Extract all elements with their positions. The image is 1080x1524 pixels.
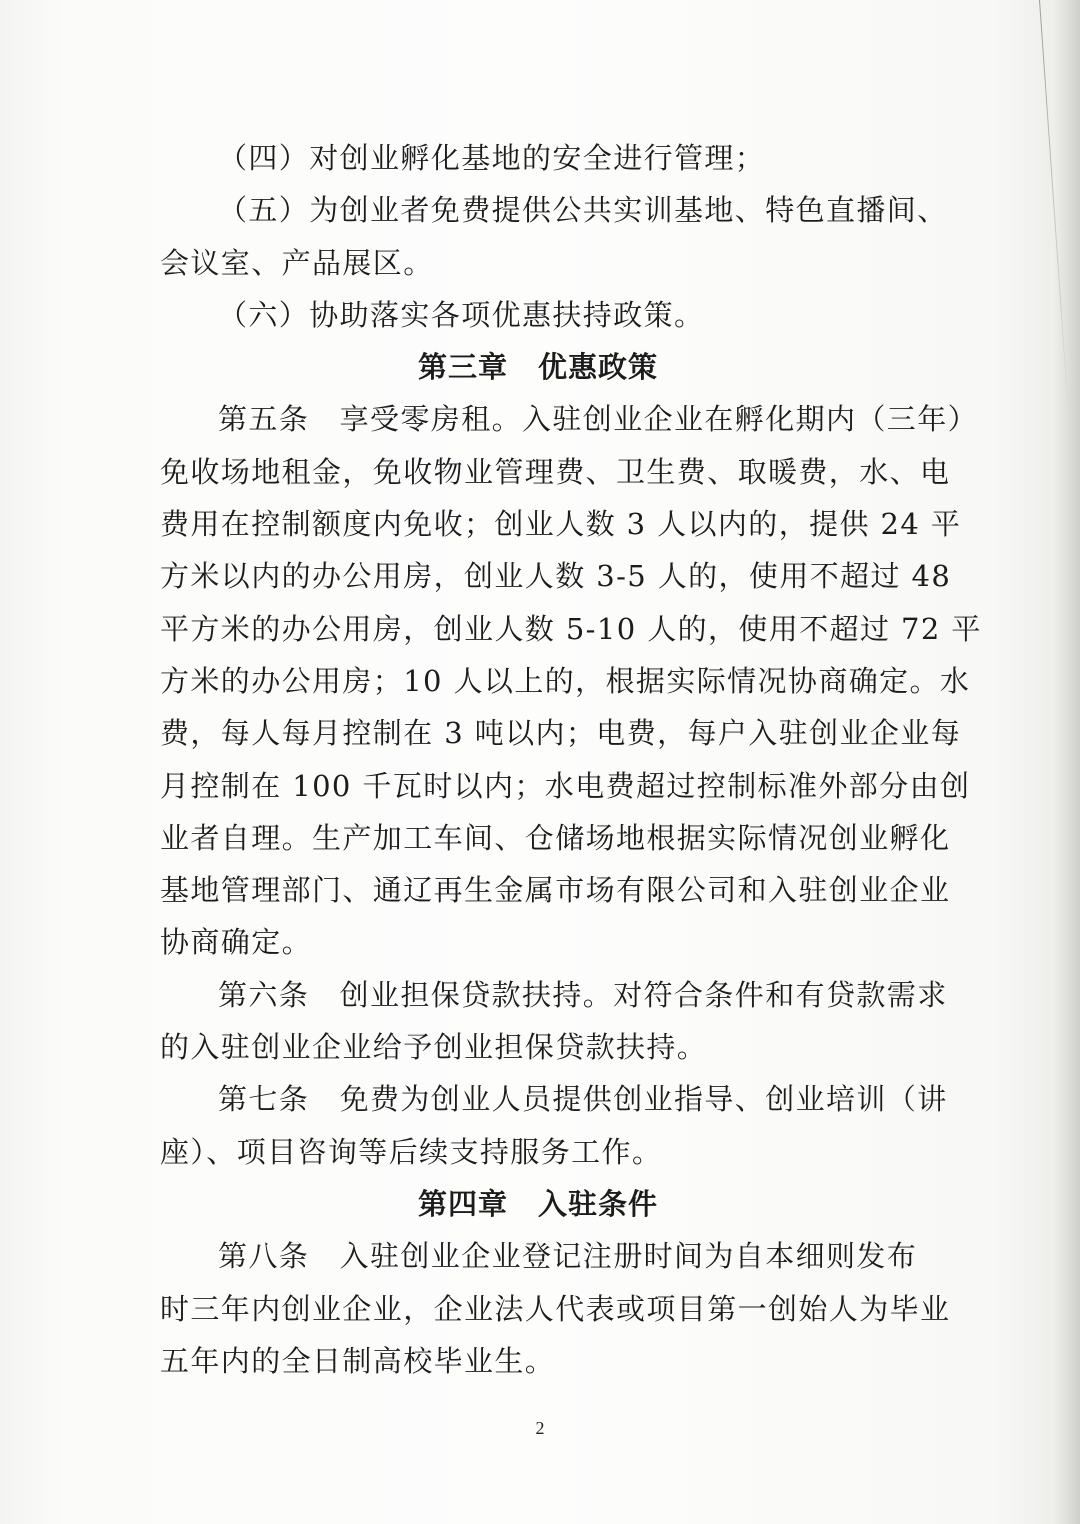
text-line: 业者自理。生产加工车间、仓储场地根据实际情况创业孵化	[160, 820, 951, 855]
text-line: 费，每人每月控制在 3 吨以内；电费，每户入驻创业企业每	[160, 716, 962, 751]
text-line: （五）为创业者免费提供公共实训基地、特色直播间、	[218, 193, 948, 228]
text-line: 基地管理部门、通辽再生金属市场有限公司和入驻创业企业	[160, 873, 951, 908]
text-line: 座）、项目咨询等后续支持服务工作。	[160, 1134, 663, 1169]
page-number: 2	[535, 1418, 545, 1438]
text-line: 第六条 创业担保贷款扶持。对符合条件和有贷款需求	[218, 977, 948, 1012]
text-line: 第七条 免费为创业人员提供创业指导、创业培训（讲	[218, 1082, 948, 1117]
text-line: 费用在控制额度内免收；创业人数 3 人以内的，提供 24 平	[160, 507, 962, 542]
chapter-heading: 第四章 入驻条件	[417, 1186, 658, 1221]
text-line: 平方米的办公用房，创业人数 5-10 人的，使用不超过 72 平	[160, 611, 982, 646]
text-line: 协商确定。	[160, 925, 313, 960]
text-line: 方米以内的办公用房，创业人数 3-5 人的，使用不超过 48	[160, 559, 952, 594]
chapter-heading: 第三章 优惠政策	[417, 350, 658, 385]
text-line: 月控制在 100 千瓦时以内；水电费超过控制标准外部分由创	[160, 768, 971, 803]
text-line: （六）协助落实各项优惠扶持政策。	[218, 297, 705, 332]
text-line: 方米的办公用房；10 人以上的，根据实际情况协商确定。水	[160, 663, 971, 698]
text-line: 免收场地租金，免收物业管理费、卫生费、取暖费，水、电	[160, 454, 951, 489]
text-line: 时三年内创业企业，企业法人代表或项目第一创始人为毕业	[160, 1291, 951, 1326]
text-line: 五年内的全日制高校毕业生。	[160, 1343, 556, 1378]
document-body	[160, 132, 982, 1387]
text-line: 第八条 入驻创业企业登记注册时间为自本细则发布	[218, 1239, 918, 1274]
text-line: 的入驻创业企业给予创业担保贷款扶持。	[160, 1030, 708, 1065]
page-edge-shadow	[1054, 0, 1080, 1524]
text-line: 会议室、产品展区。	[160, 245, 434, 280]
text-line: （四）对创业孵化基地的安全进行管理；	[218, 141, 766, 175]
text-line: 第五条 享受零房租。入驻创业企业在孵化期内（三年）	[218, 402, 979, 437]
